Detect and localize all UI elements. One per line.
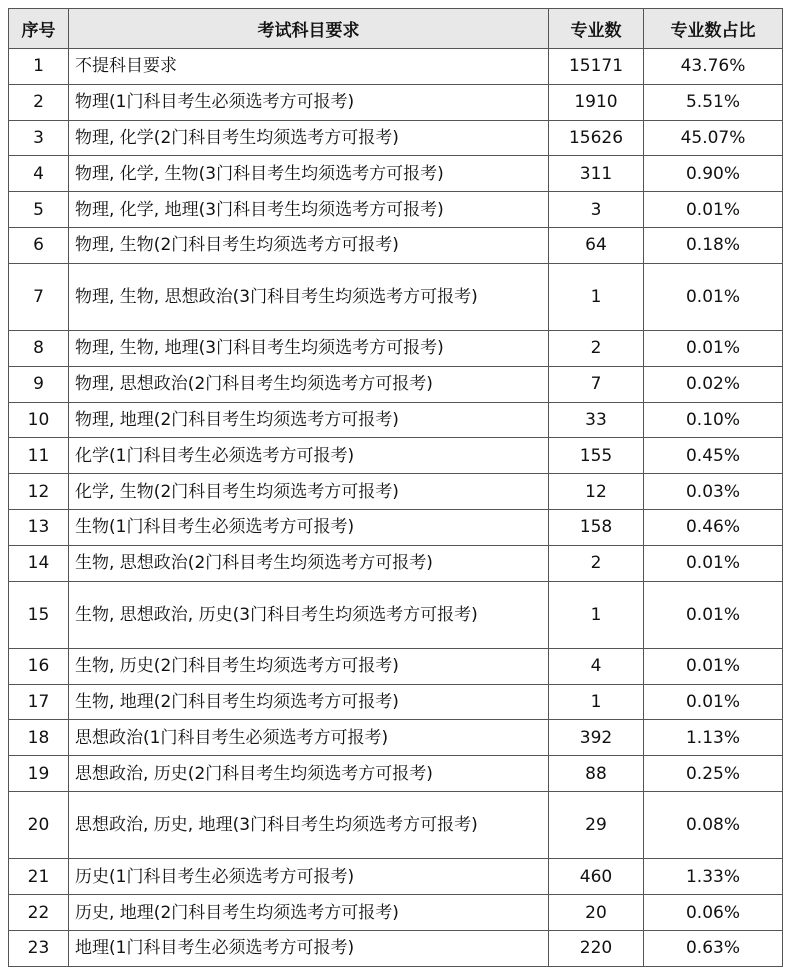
row-percent: 43.76%: [644, 49, 783, 85]
row-requirement: 历史, 地理(2门科目考生均须选考方可报考): [69, 895, 549, 931]
row-percent: 0.06%: [644, 895, 783, 931]
row-requirement: 物理(1门科目考生必须选考方可报考): [69, 84, 549, 120]
table-row: [9, 509, 783, 545]
row-requirement: 物理, 化学, 地理(3门科目考生均须选考方可报考): [69, 192, 549, 228]
row-requirement: 不提科目要求: [69, 49, 549, 85]
header-requirement: 考试科目要求: [69, 9, 549, 49]
row-count: 20: [549, 895, 644, 931]
table-row: [9, 263, 783, 330]
row-count: 158: [549, 509, 644, 545]
row-percent: 1.13%: [644, 720, 783, 756]
row-count: 392: [549, 720, 644, 756]
row-percent: 0.01%: [644, 263, 783, 330]
row-requirement: 物理, 地理(2门科目考生均须选考方可报考): [69, 402, 549, 438]
row-count: 1: [549, 263, 644, 330]
row-percent: 45.07%: [644, 120, 783, 156]
table-row: [9, 366, 783, 402]
row-number: 22: [9, 895, 69, 931]
table-row: [9, 895, 783, 931]
table-row: [9, 156, 783, 192]
row-count: 220: [549, 930, 644, 966]
row-percent: 0.25%: [644, 756, 783, 792]
row-count: 1: [549, 684, 644, 720]
row-percent: 0.01%: [644, 684, 783, 720]
row-number: 19: [9, 756, 69, 792]
row-percent: 0.01%: [644, 545, 783, 581]
row-number: 18: [9, 720, 69, 756]
row-count: 29: [549, 792, 644, 859]
row-count: 7: [549, 366, 644, 402]
row-percent: 5.51%: [644, 84, 783, 120]
row-requirement: 化学, 生物(2门科目考生均须选考方可报考): [69, 474, 549, 510]
table-row: [9, 438, 783, 474]
row-count: 4: [549, 648, 644, 684]
row-requirement: 生物, 历史(2门科目考生均须选考方可报考): [69, 648, 549, 684]
row-number: 5: [9, 192, 69, 228]
row-count: 15171: [549, 49, 644, 85]
row-percent: 0.01%: [644, 581, 783, 648]
row-percent: 0.10%: [644, 402, 783, 438]
row-number: 9: [9, 366, 69, 402]
row-number: 14: [9, 545, 69, 581]
row-number: 3: [9, 120, 69, 156]
row-percent: 0.01%: [644, 648, 783, 684]
row-count: 155: [549, 438, 644, 474]
row-percent: 0.46%: [644, 509, 783, 545]
row-number: 7: [9, 263, 69, 330]
row-requirement: 历史(1门科目考生必须选考方可报考): [69, 859, 549, 895]
row-count: 460: [549, 859, 644, 895]
row-number: 8: [9, 331, 69, 367]
table-row: [9, 49, 783, 85]
row-number: 15: [9, 581, 69, 648]
row-number: 6: [9, 227, 69, 263]
row-percent: 0.08%: [644, 792, 783, 859]
table-row: [9, 648, 783, 684]
table-row: [9, 84, 783, 120]
row-requirement: 物理, 生物, 思想政治(3门科目考生均须选考方可报考): [69, 263, 549, 330]
row-count: 64: [549, 227, 644, 263]
row-percent: 0.01%: [644, 331, 783, 367]
row-requirement: 思想政治, 历史, 地理(3门科目考生均须选考方可报考): [69, 792, 549, 859]
row-number: 23: [9, 930, 69, 966]
row-count: 1910: [549, 84, 644, 120]
row-number: 13: [9, 509, 69, 545]
row-requirement: 思想政治(1门科目考生必须选考方可报考): [69, 720, 549, 756]
row-count: 311: [549, 156, 644, 192]
row-number: 10: [9, 402, 69, 438]
row-requirement: 物理, 生物(2门科目考生均须选考方可报考): [69, 227, 549, 263]
row-count: 88: [549, 756, 644, 792]
row-requirement: 生物(1门科目考生必须选考方可报考): [69, 509, 549, 545]
row-count: 3: [549, 192, 644, 228]
row-requirement: 思想政治, 历史(2门科目考生均须选考方可报考): [69, 756, 549, 792]
table-row: [9, 859, 783, 895]
table-row: [9, 120, 783, 156]
row-number: 21: [9, 859, 69, 895]
row-percent: 0.03%: [644, 474, 783, 510]
table-row: [9, 545, 783, 581]
row-count: 1: [549, 581, 644, 648]
table-row: [9, 756, 783, 792]
row-count: 33: [549, 402, 644, 438]
header-percent: 专业数占比: [644, 9, 783, 49]
row-number: 4: [9, 156, 69, 192]
table-row: [9, 227, 783, 263]
row-number: 12: [9, 474, 69, 510]
table-row: [9, 474, 783, 510]
row-number: 17: [9, 684, 69, 720]
row-percent: 0.45%: [644, 438, 783, 474]
header-row: [9, 9, 783, 49]
row-number: 20: [9, 792, 69, 859]
row-requirement: 生物, 思想政治, 历史(3门科目考生均须选考方可报考): [69, 581, 549, 648]
row-requirement: 物理, 生物, 地理(3门科目考生均须选考方可报考): [69, 331, 549, 367]
row-number: 16: [9, 648, 69, 684]
row-number: 11: [9, 438, 69, 474]
row-percent: 0.02%: [644, 366, 783, 402]
header-count: 专业数: [549, 9, 644, 49]
table-row: [9, 402, 783, 438]
row-percent: 0.63%: [644, 930, 783, 966]
row-percent: 0.01%: [644, 192, 783, 228]
row-requirement: 地理(1门科目考生必须选考方可报考): [69, 930, 549, 966]
table-row: [9, 720, 783, 756]
row-count: 2: [549, 331, 644, 367]
table-row: [9, 331, 783, 367]
table-row: [9, 581, 783, 648]
row-requirement: 生物, 思想政治(2门科目考生均须选考方可报考): [69, 545, 549, 581]
row-percent: 0.18%: [644, 227, 783, 263]
row-requirement: 化学(1门科目考生必须选考方可报考): [69, 438, 549, 474]
row-percent: 0.90%: [644, 156, 783, 192]
row-requirement: 生物, 地理(2门科目考生均须选考方可报考): [69, 684, 549, 720]
table-row: [9, 684, 783, 720]
row-count: 15626: [549, 120, 644, 156]
row-percent: 1.33%: [644, 859, 783, 895]
header-no: 序号: [9, 9, 69, 49]
table-row: [9, 192, 783, 228]
subject-requirements-table: [8, 8, 783, 967]
row-number: 1: [9, 49, 69, 85]
row-count: 2: [549, 545, 644, 581]
table-row: [9, 792, 783, 859]
table-row: [9, 930, 783, 966]
row-count: 12: [549, 474, 644, 510]
row-requirement: 物理, 思想政治(2门科目考生均须选考方可报考): [69, 366, 549, 402]
row-number: 2: [9, 84, 69, 120]
row-requirement: 物理, 化学, 生物(3门科目考生均须选考方可报考): [69, 156, 549, 192]
row-requirement: 物理, 化学(2门科目考生均须选考方可报考): [69, 120, 549, 156]
